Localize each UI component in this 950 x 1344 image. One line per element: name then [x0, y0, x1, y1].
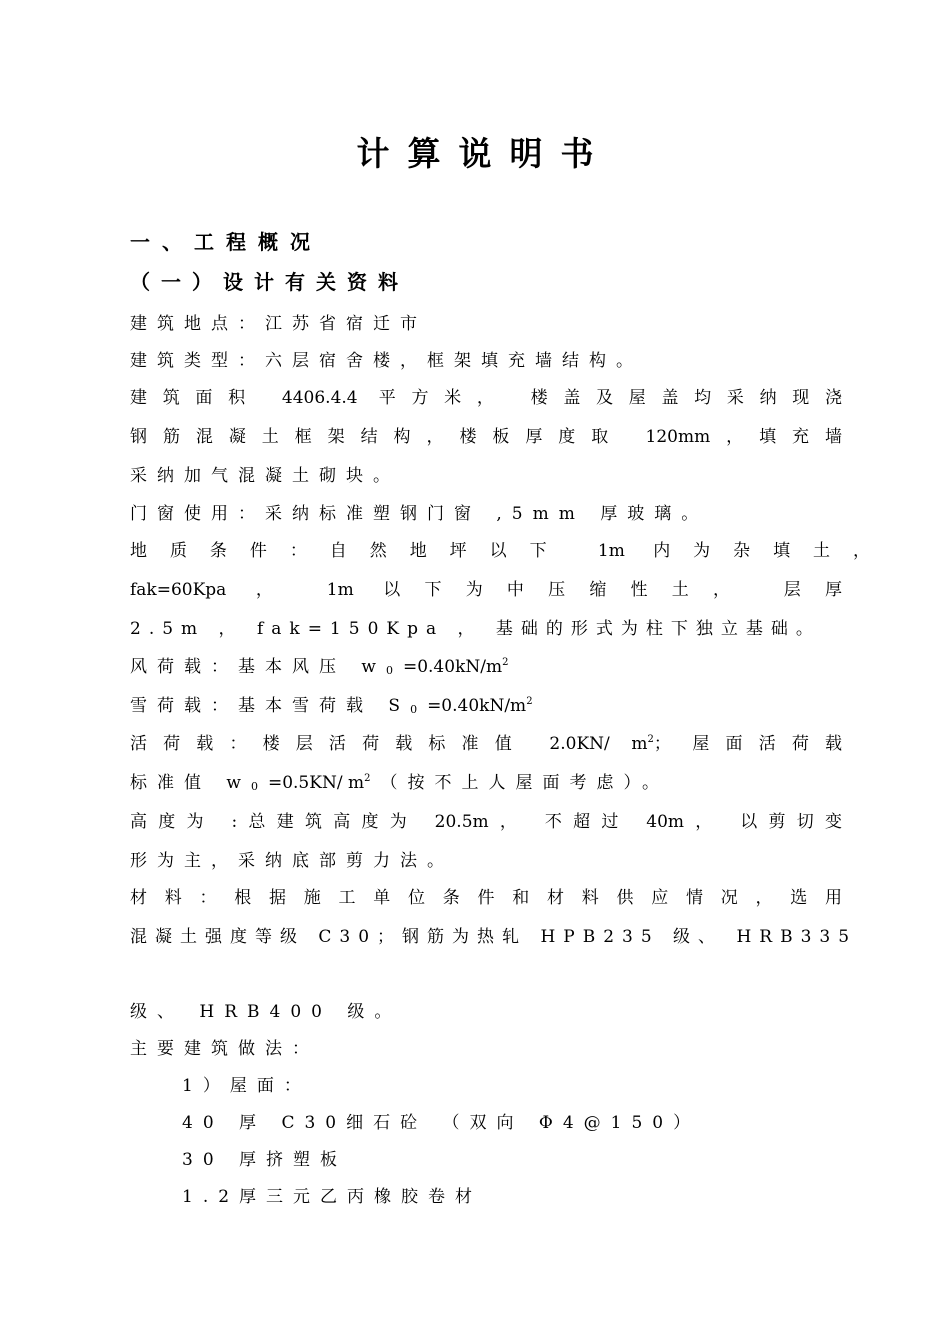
text-line-location: 建筑地点：江苏省宿迁市 — [130, 314, 427, 334]
list-item-layer-2: 30 厚挤塑板 — [182, 1150, 348, 1170]
text-line-area: 建筑面积 4406.4.4 平方米， 楼盖及屋盖均采纳现浇 — [130, 388, 842, 408]
list-item-layer-1: 40 厚 C30细石砼 （双向 Φ4@150） — [182, 1113, 701, 1133]
text-line-soil: fak=60Kpa ， 1m 以下为中压缩性土， 层厚 — [130, 580, 842, 600]
text-line-foundation: 2.5m ， fak=150Kpa ， 基础的形式为柱下独立基础。 — [130, 619, 821, 639]
text-line-practices: 主要建筑做法： — [130, 1039, 319, 1059]
text-line-concrete: 混凝土强度等级 C30；钢筋为热轧 HPB235 级、 HRB335 — [130, 927, 858, 947]
subsection-heading: （一）设计有关资料 — [130, 270, 409, 294]
page-title: 计算说明书 — [356, 134, 612, 173]
text-line-method: 形为主，采纳底部剪力法。 — [130, 851, 454, 871]
text-line-live-load: 活荷载：楼层活荷载标准值 2.0KN/ $m^2$； 屋面活荷载 — [130, 734, 843, 754]
text-line-materials: 材料：根据施工单位条件和材料供应情况，选用 — [130, 888, 842, 908]
section-heading: 一、工程概况 — [130, 230, 322, 254]
text-line-windows: 门窗使用：采纳标准塑钢门窗 ,5mm 厚玻璃。 — [130, 504, 709, 524]
text-line-steel-grade: 级、 HRB400 级。 — [130, 1002, 402, 1022]
text-line-roof-load: 标准值 $w_0=0.5KN/$ $m^2$（按不上人屋面考虑）。 — [130, 773, 669, 793]
text-line-type: 建筑类型：六层宿舍楼，框架填充墙结构。 — [130, 351, 643, 371]
text-line-structure: 钢筋混凝土框架结构，楼板厚度取 120mm，填充墙 — [130, 427, 842, 447]
text-line-block: 采纳加气混凝土砌块。 — [130, 466, 400, 486]
text-line-geology: 地质条件：自然地坪以下 1m 内为杂填土， — [130, 541, 870, 561]
text-line-snow-load: 雪荷载：基本雪荷载 $S_0=0.40kN/m^2$ — [130, 696, 543, 716]
text-line-wind-load: 风荷载：基本风压 $w_0=0.40kN/m^2$ — [130, 657, 519, 677]
list-item-layer-3: 1.2厚三元乙丙橡胶卷材 — [182, 1187, 483, 1207]
list-item-roof: 1）屋面： — [182, 1076, 311, 1096]
text-line-height: 高度为 :总建筑高度为 20.5m， 不超过 40m， 以剪切变 — [130, 812, 842, 832]
